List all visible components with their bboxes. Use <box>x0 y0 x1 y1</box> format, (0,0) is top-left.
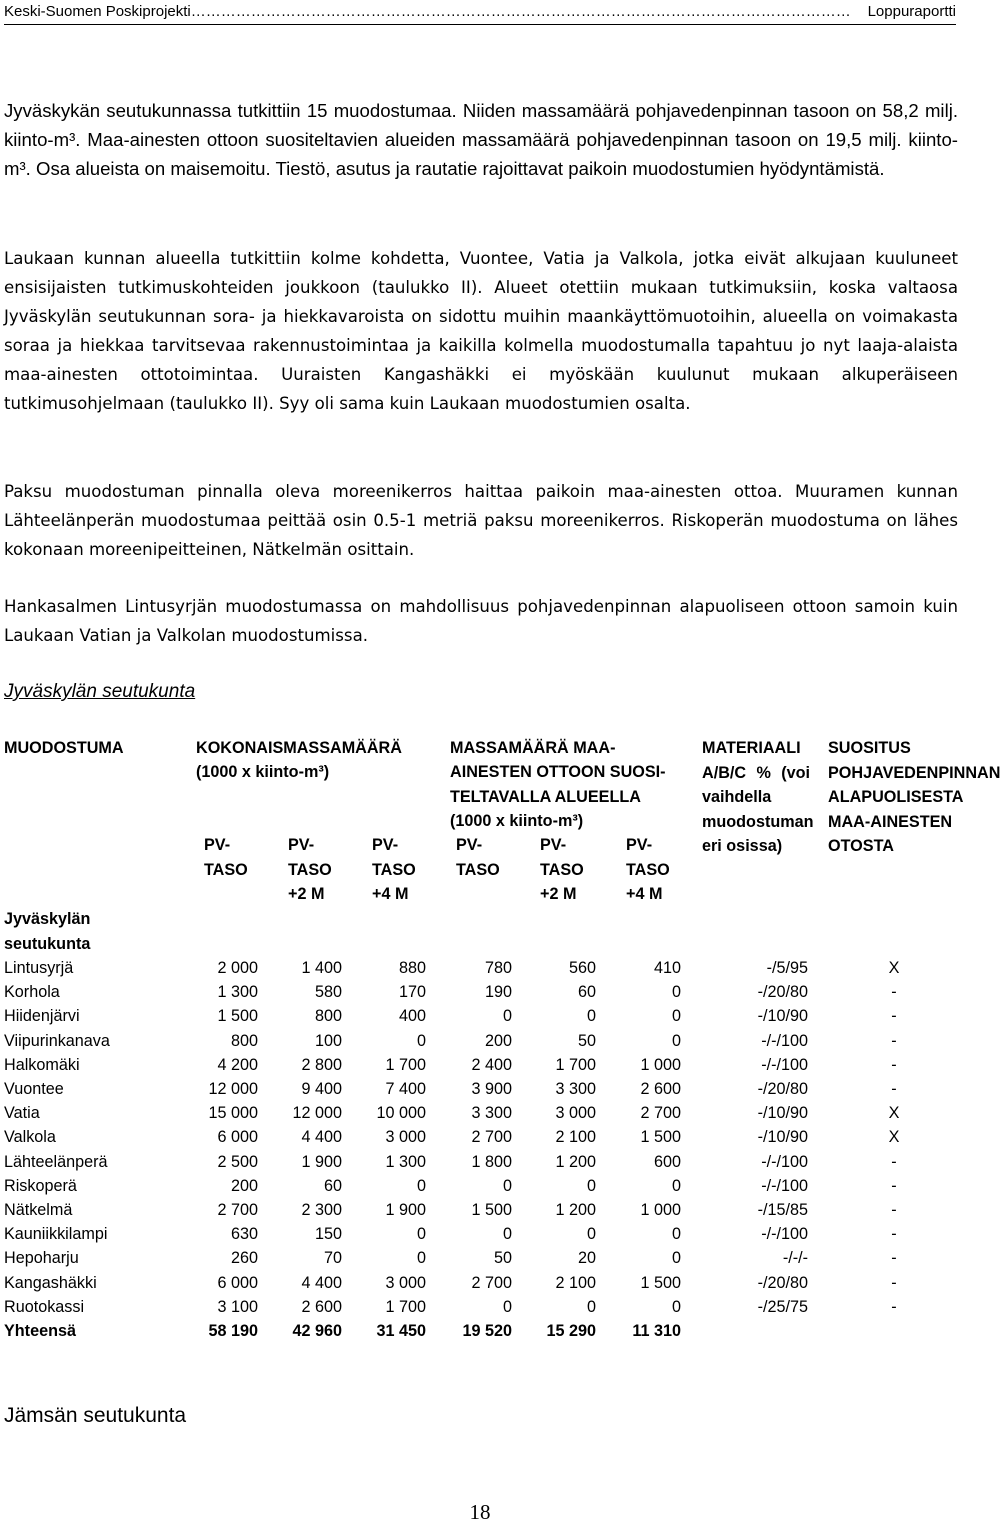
row-material: -/-/100 <box>761 1225 808 1244</box>
row-value: 0 <box>671 1007 681 1026</box>
row-value: 0 <box>586 1225 596 1244</box>
row-recommendation: - <box>891 1249 897 1268</box>
row-name: Kauniikkilampi <box>4 1225 108 1244</box>
sub-pv-2: PV- TASO +2 M <box>288 836 332 903</box>
header-muodostuma: MUODOSTUMA <box>4 739 124 757</box>
row-name: Ruotokassi <box>4 1297 85 1316</box>
row-value: 200 <box>230 1176 258 1195</box>
row-name: Lähteelänperä <box>4 1152 108 1171</box>
row-value: 12 000 <box>208 1080 258 1098</box>
row-recommendation: - <box>891 1031 897 1050</box>
row-value: 0 <box>586 1007 596 1026</box>
row-name: Kangashäkki <box>4 1273 97 1292</box>
row-value: 2 700 <box>217 1201 258 1219</box>
row-value: 3 900 <box>471 1080 512 1098</box>
row-value: 19 520 <box>462 1322 512 1340</box>
row-value: 1 700 <box>385 1055 426 1074</box>
row-material: -/-/100 <box>761 1152 808 1171</box>
header-total-mass-unit: (1000 x kiinto-m³) <box>196 763 330 781</box>
row-value: 0 <box>671 1176 681 1195</box>
row-value: 3 000 <box>385 1128 426 1147</box>
row-material: -/-/- <box>782 1249 808 1268</box>
row-value: 410 <box>653 959 681 977</box>
row-value: 2 100 <box>555 1273 596 1292</box>
row-name: Halkomäki <box>4 1055 80 1074</box>
row-value: 2 500 <box>217 1152 258 1171</box>
row-value: 0 <box>671 1031 681 1050</box>
row-value: 1 200 <box>555 1152 596 1171</box>
row-value: 12 000 <box>292 1104 342 1123</box>
row-value: 60 <box>577 983 596 1002</box>
row-value: 2 300 <box>301 1201 342 1219</box>
row-value: 600 <box>653 1152 681 1171</box>
row-value: 0 <box>416 1249 426 1268</box>
row-value: 3 300 <box>555 1080 596 1098</box>
row-value: 1 500 <box>217 1007 258 1026</box>
header-project: Keski-Suomen Poskiprojekti…………………………………………………………………………………………………………………… <box>4 3 851 20</box>
row-value: 4 200 <box>217 1055 258 1074</box>
row-value: 70 <box>323 1249 342 1268</box>
row-recommendation: - <box>891 1297 897 1316</box>
row-recommendation: X <box>888 1128 900 1147</box>
row-value: 100 <box>314 1031 342 1050</box>
sub-pv-3: PV- TASO +4 M <box>372 836 416 903</box>
row-value: 0 <box>502 1176 512 1195</box>
row-value: 50 <box>577 1031 596 1050</box>
row-value: 1 300 <box>217 983 258 1002</box>
row-material: -/25/75 <box>757 1297 808 1316</box>
header-rule <box>4 24 956 25</box>
row-name: Nätkelmä <box>4 1201 73 1219</box>
row-value: 1 900 <box>301 1152 342 1171</box>
row-value: 15 290 <box>546 1322 596 1340</box>
row-material: -/20/80 <box>757 983 808 1002</box>
row-value: 2 600 <box>301 1297 342 1316</box>
header-recommended-mass-unit: (1000 x kiinto-m³) <box>450 812 584 830</box>
row-value: 0 <box>416 1225 426 1244</box>
row-value: 0 <box>416 1031 426 1050</box>
header-report: Loppuraportti <box>867 3 956 20</box>
row-material: -/5/95 <box>766 959 808 977</box>
row-value: 11 310 <box>632 1322 681 1340</box>
paragraph-3: Paksu muodostuman pinnalla oleva moreenikerros haittaa paikoin maa-ainesten ottoa. Muuramen kunnan Lähteelänperän muodostumaa peittää osin 0.5-1 metriä paksu moreenikerros. Riskoperän muodostuma on lähes kokonaan moreenipeitteinen, Nätkelmän osittain. <box>4 482 958 559</box>
row-material: -/10/90 <box>757 1104 808 1123</box>
row-value: 2 400 <box>471 1055 512 1074</box>
sub-pv-5: PV- TASO +2 M <box>540 836 584 903</box>
row-name: Vatia <box>4 1104 40 1123</box>
header-recommended-mass: MASSAMÄÄRÄ MAA- <box>450 739 616 757</box>
paragraph-4: Hankasalmen Lintusyrjän muodostumassa on mahdollisuus pohjavedenpinnan alapuoliseen ottoon samoin kuin Laukaan Vatian ja Valkolan muodostumissa. <box>4 597 958 645</box>
row-name: Viipurinkanava <box>4 1031 110 1050</box>
row-recommendation: - <box>891 983 897 1002</box>
row-recommendation: X <box>888 959 900 977</box>
row-value: 400 <box>398 1007 426 1026</box>
row-value: 1 400 <box>301 959 342 977</box>
row-recommendation: - <box>891 1225 897 1244</box>
row-value: 20 <box>577 1249 596 1268</box>
sub-pv-6: PV- TASO +4 M <box>626 836 670 903</box>
row-value: 3 000 <box>555 1104 596 1123</box>
row-material: -/20/80 <box>757 1080 808 1098</box>
row-material: -/-/100 <box>761 1176 808 1195</box>
row-recommendation: - <box>891 1152 897 1171</box>
row-value: 1 000 <box>640 1201 681 1219</box>
row-value: 170 <box>398 983 426 1002</box>
row-name: Lintusyrjä <box>4 959 74 977</box>
row-material: -/-/100 <box>761 1031 808 1050</box>
row-value: 10 000 <box>376 1104 426 1123</box>
sub-pv-4: PV- TASO <box>456 836 500 879</box>
row-value: 4 400 <box>301 1273 342 1292</box>
row-recommendation: - <box>891 1007 897 1026</box>
row-value: 2 700 <box>471 1273 512 1292</box>
paragraph-2: Laukaan kunnan alueella tutkittiin kolme kohdetta, Vuontee, Vatia ja Valkola, jotka eivät alkujaan kuuluneet ensisijaisten tutkimuskohteiden joukkoon (taulukko II). Alueet otettiin mukaan tutkimuksiin, koska valtaosa Jyväskylän seutukunnan sora- ja hiekkavaroista on sidottu muihin maankäyttömuotoihin, alueella on voimakasta soraa ja hiekkaa tarvitsevaa rakennustoimintaa ja kaikilla kolmella muodostumalla tapahtuu jo nyt laaja-alaista maa-ainesten ottotoimintaa. Uuraisten Kangashäkki ei myöskään kuulunut mukaan alkuperäiseen tutkimusohjelmaan (taulukko II). Syy oli sama kuin Laukaan muodostumien osalta. <box>4 249 958 413</box>
row-material: -/10/90 <box>757 1128 808 1147</box>
row-value: 2 800 <box>301 1055 342 1074</box>
row-value: 800 <box>230 1031 258 1050</box>
row-value: 2 000 <box>217 959 258 977</box>
row-value: 560 <box>568 959 596 977</box>
next-section-title: Jämsän seutukunta <box>4 1404 187 1427</box>
row-value: 880 <box>398 959 426 977</box>
row-value: 1 900 <box>385 1201 426 1219</box>
row-value: 0 <box>586 1176 596 1195</box>
row-value: 0 <box>671 1225 681 1244</box>
row-value: 60 <box>323 1176 342 1195</box>
row-value: 630 <box>230 1225 258 1244</box>
page-header <box>4 3 956 21</box>
row-value: 1 700 <box>555 1055 596 1074</box>
paragraph-1: Jyväskykän seutukunnassa tutkittiin 15 muodostumaa. Niiden massamäärä pohjavedenpinnan tasoon on 58,2 milj. kiinto-m³. Maa-ainesten ottoon suositeltavien alueiden massamäärä pohjavedenpinnan tasoon on 19,5 milj. kiinto-m³. Osa alueista on maisemoitu. Tiestö, asutus ja rautatie rajoittavat paikoin muodostumien hyödyntämistä. <box>4 100 958 179</box>
row-value: 1 800 <box>471 1152 512 1171</box>
row-value: 3 100 <box>217 1297 258 1316</box>
row-value: 0 <box>502 1007 512 1026</box>
row-name: Hiidenjärvi <box>4 1007 80 1026</box>
header-recommended-mass-2: AINESTEN OTTOON SUOSI- <box>450 763 666 781</box>
row-value: 150 <box>314 1225 342 1244</box>
row-value: 580 <box>314 983 342 1002</box>
row-name: Valkola <box>4 1128 56 1147</box>
row-value: 6 000 <box>217 1128 258 1147</box>
row-recommendation: X <box>888 1104 900 1123</box>
row-value: 800 <box>314 1007 342 1026</box>
row-value: 1 500 <box>471 1201 512 1219</box>
row-value: 50 <box>493 1249 512 1268</box>
row-recommendation: - <box>891 1273 897 1292</box>
row-value: 190 <box>484 983 512 1002</box>
row-recommendation: - <box>891 1080 897 1098</box>
row-value: 2 700 <box>471 1128 512 1147</box>
section-title: Jyväskylän seutukunta <box>4 681 196 702</box>
page-number: 18 <box>469 1500 491 1524</box>
row-value: 1 300 <box>385 1152 426 1171</box>
row-value: 0 <box>416 1176 426 1195</box>
row-value: 58 190 <box>208 1322 258 1340</box>
row-value: 0 <box>502 1297 512 1316</box>
row-value: 1 500 <box>640 1128 681 1147</box>
row-material: -/10/90 <box>757 1007 808 1026</box>
row-value: 0 <box>671 1297 681 1316</box>
row-recommendation: - <box>891 1055 897 1074</box>
row-name: Vuontee <box>4 1080 64 1098</box>
row-name: Korhola <box>4 983 60 1002</box>
header-recommendation: SUOSITUS POHJAVEDENPINNAN ALAPUOLISESTA MAA-AINESTEN OTOSTA <box>828 739 1000 855</box>
row-value: 260 <box>230 1249 258 1268</box>
header-total-mass: KOKONAISMASSAMÄÄRÄ <box>196 739 402 757</box>
row-value: 1 500 <box>640 1273 681 1292</box>
row-value: 3 300 <box>471 1104 512 1123</box>
row-material: -/20/80 <box>757 1273 808 1292</box>
row-value: 2 700 <box>640 1104 681 1123</box>
row-recommendation: - <box>891 1201 897 1219</box>
sub-pv-1: PV- TASO <box>204 836 248 879</box>
row-value: 2 600 <box>640 1080 681 1098</box>
header-material: MATERIAALI A/B/C % (voi vaihdella muodostuman eri osissa) <box>702 739 814 855</box>
row-value: 1 700 <box>385 1297 426 1316</box>
row-value: 1 200 <box>555 1201 596 1219</box>
row-material: -/-/100 <box>761 1055 808 1074</box>
row-name: Hepoharju <box>4 1249 79 1268</box>
row-material: -/15/85 <box>757 1201 808 1219</box>
row-value: 6 000 <box>217 1273 258 1292</box>
row-value: 0 <box>586 1297 596 1316</box>
row-value: 15 000 <box>208 1104 258 1123</box>
row-recommendation: - <box>891 1176 897 1195</box>
row-name: Riskoperä <box>4 1176 77 1195</box>
row-value: 0 <box>671 983 681 1002</box>
group-label: Jyväskylän seutukunta <box>4 910 91 953</box>
row-value: 9 400 <box>301 1080 342 1098</box>
row-value: 31 450 <box>376 1322 426 1340</box>
row-value: 4 400 <box>301 1128 342 1147</box>
row-value: 200 <box>484 1031 512 1050</box>
header-recommended-mass-3: TELTAVALLA ALUEELLA <box>450 788 641 806</box>
row-value: 0 <box>502 1225 512 1244</box>
total-label: Yhteensä <box>4 1322 76 1340</box>
row-value: 780 <box>484 959 512 977</box>
row-value: 3 000 <box>385 1273 426 1292</box>
row-value: 0 <box>671 1249 681 1268</box>
row-value: 42 960 <box>292 1322 342 1340</box>
row-value: 1 000 <box>640 1055 681 1074</box>
row-value: 7 400 <box>385 1080 426 1098</box>
row-value: 2 100 <box>555 1128 596 1147</box>
